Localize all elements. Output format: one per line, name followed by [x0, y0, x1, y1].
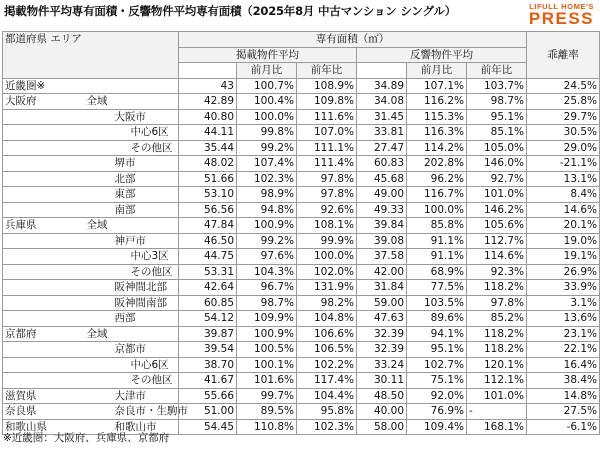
inquiry-yoy-cell: 118.2%	[467, 280, 527, 296]
area-table	[2, 31, 600, 435]
gap-cell: 26.9%	[527, 264, 600, 280]
listed-mom-cell: 101.6%	[237, 373, 297, 389]
listed-avg-cell: 39.87	[179, 326, 237, 342]
gap-cell: 14.8%	[527, 388, 600, 404]
inquiry-yoy-cell: 120.1%	[467, 357, 527, 373]
inquiry-yoy-cell: 97.8%	[467, 295, 527, 311]
inquiry-avg-cell: 58.00	[357, 419, 407, 435]
inquiry-yoy-cell: 105.6%	[467, 218, 527, 234]
table-row	[3, 156, 600, 172]
pref-cell	[3, 264, 59, 280]
gap-cell: 24.5%	[527, 78, 600, 94]
listed-yoy-cell: 98.2%	[297, 295, 357, 311]
inquiry-avg-cell: 40.00	[357, 404, 407, 420]
listed-yoy-cell: 111.4%	[297, 156, 357, 172]
inquiry-yoy-cell: 112.1%	[467, 373, 527, 389]
gap-cell: 19.1%	[527, 249, 600, 265]
listed-yoy-cell: 99.9%	[297, 233, 357, 249]
listed-mom-cell: 89.5%	[237, 404, 297, 420]
inquiry-header: 反響物件平均	[357, 47, 527, 63]
listed-avg-cell: 42.89	[179, 94, 237, 110]
gap-header: 乖離率	[527, 32, 600, 79]
inquiry-avg-cell: 34.08	[357, 94, 407, 110]
listed-mom-cell: 99.2%	[237, 140, 297, 156]
gap-cell: 22.1%	[527, 342, 600, 358]
inquiry-yoy-cell: 85.2%	[467, 311, 527, 327]
inquiry-mom-cell: 95.1%	[407, 342, 467, 358]
listed-mom-cell: 99.7%	[237, 388, 297, 404]
inquiry-avg-cell: 37.58	[357, 249, 407, 265]
pref-cell: 滋賀県	[3, 388, 59, 404]
listed-avg-cell: 54.12	[179, 311, 237, 327]
table-row	[3, 264, 600, 280]
inquiry-avg-cell: 48.50	[357, 388, 407, 404]
listed-mom-cell: 100.5%	[237, 342, 297, 358]
inquiry-avg-cell: 33.81	[357, 125, 407, 141]
area-cell: 京都市	[59, 342, 179, 358]
table-row	[3, 125, 600, 141]
listed-avg-cell: 48.02	[179, 156, 237, 172]
listed-avg-cell: 51.66	[179, 171, 237, 187]
inquiry-mom-cell: 94.1%	[407, 326, 467, 342]
listed-mom-cell: 109.9%	[237, 311, 297, 327]
inquiry-avg-cell: 59.00	[357, 295, 407, 311]
pref-cell	[3, 125, 59, 141]
table-row	[3, 373, 600, 389]
listed-yoy-cell: 102.2%	[297, 357, 357, 373]
table-row	[3, 295, 600, 311]
table-row	[3, 404, 600, 420]
pref-cell: 和歌山県	[3, 419, 59, 435]
area-cell: 北部	[59, 171, 179, 187]
listed-avg-subheader	[179, 63, 237, 79]
inquiry-avg-cell: 45.68	[357, 171, 407, 187]
area-cell: 東部	[59, 187, 179, 203]
brand-sub-text: LIFULL HOME'S	[529, 2, 594, 11]
table-row	[3, 249, 600, 265]
inquiry-avg-cell: 39.08	[357, 233, 407, 249]
gap-cell: 38.4%	[527, 373, 600, 389]
inquiry-yoy-cell: 118.2%	[467, 342, 527, 358]
listed-avg-cell: 51.00	[179, 404, 237, 420]
area-cell: その他区	[59, 373, 179, 389]
inquiry-mom-cell: 89.6%	[407, 311, 467, 327]
area-cell: 全域	[59, 218, 179, 234]
inquiry-avg-subheader	[357, 63, 407, 79]
listed-mom-cell: 110.8%	[237, 419, 297, 435]
inquiry-avg-cell: 33.24	[357, 357, 407, 373]
area-cell: その他区	[59, 264, 179, 280]
inquiry-mom-cell: 116.7%	[407, 187, 467, 203]
gap-cell: 23.1%	[527, 326, 600, 342]
listed-yoy-cell: 97.8%	[297, 171, 357, 187]
gap-cell: -21.1%	[527, 156, 600, 172]
pref-cell: 近畿圏※	[3, 78, 59, 94]
gap-cell: 16.4%	[527, 357, 600, 373]
inquiry-yoy-cell: 118.2%	[467, 326, 527, 342]
listed-avg-cell: 53.31	[179, 264, 237, 280]
gap-cell: 25.8%	[527, 94, 600, 110]
listed-avg-cell: 42.64	[179, 280, 237, 296]
listed-mom-header: 前月比	[237, 63, 297, 79]
listed-avg-cell: 43	[179, 78, 237, 94]
pref-cell	[3, 140, 59, 156]
gap-cell: 8.4%	[527, 187, 600, 203]
table-row	[3, 140, 600, 156]
listed-yoy-cell: 108.9%	[297, 78, 357, 94]
area-cell: 西部	[59, 311, 179, 327]
inquiry-mom-cell: 76.9%	[407, 404, 467, 420]
gap-cell: 20.1%	[527, 218, 600, 234]
inquiry-yoy-cell: -	[467, 404, 527, 420]
table-row	[3, 357, 600, 373]
listed-yoy-cell: 106.5%	[297, 342, 357, 358]
inquiry-mom-cell: 100.0%	[407, 202, 467, 218]
listed-yoy-header: 前年比	[297, 63, 357, 79]
area-cell: 大阪市	[59, 109, 179, 125]
table-row	[3, 94, 600, 110]
area-cell: 全域	[59, 94, 179, 110]
listed-avg-cell: 39.54	[179, 342, 237, 358]
inquiry-mom-cell: 116.3%	[407, 125, 467, 141]
listed-avg-cell: 47.84	[179, 218, 237, 234]
table-row	[3, 326, 600, 342]
listed-mom-cell: 100.4%	[237, 94, 297, 110]
area-cell: 中心6区	[59, 125, 179, 141]
area-cell: 奈良市・生駒市	[59, 404, 179, 420]
inquiry-yoy-cell: 101.0%	[467, 187, 527, 203]
area-cell: 神戸市	[59, 233, 179, 249]
inquiry-yoy-cell: 146.0%	[467, 156, 527, 172]
listed-yoy-cell: 111.6%	[297, 109, 357, 125]
pref-cell: 京都府	[3, 326, 59, 342]
gap-cell: 29.7%	[527, 109, 600, 125]
listed-avg-cell: 56.56	[179, 202, 237, 218]
area-cell: その他区	[59, 140, 179, 156]
inquiry-avg-cell: 49.00	[357, 187, 407, 203]
table-row	[3, 78, 600, 94]
table-row	[3, 171, 600, 187]
area-cell: 阪神間北部	[59, 280, 179, 296]
table-row	[3, 202, 600, 218]
gap-cell: 3.1%	[527, 295, 600, 311]
listed-avg-cell: 41.67	[179, 373, 237, 389]
pref-cell	[3, 373, 59, 389]
listed-mom-cell: 99.2%	[237, 233, 297, 249]
page-title: 掲載物件平均専有面積・反響物件平均専有面積（2025年8月 中古マンション シングル）	[4, 4, 457, 18]
listed-mom-cell: 100.7%	[237, 78, 297, 94]
inquiry-avg-cell: 49.33	[357, 202, 407, 218]
gap-cell: 29.0%	[527, 140, 600, 156]
listed-mom-cell: 100.9%	[237, 326, 297, 342]
region-header: 都道府県 エリア	[3, 32, 179, 79]
pref-cell	[3, 202, 59, 218]
listed-mom-cell: 100.1%	[237, 357, 297, 373]
pref-cell	[3, 171, 59, 187]
listed-avg-cell: 60.85	[179, 295, 237, 311]
listed-mom-cell: 100.0%	[237, 109, 297, 125]
pref-cell	[3, 249, 59, 265]
inquiry-yoy-cell: 85.1%	[467, 125, 527, 141]
pref-cell: 奈良県	[3, 404, 59, 420]
inquiry-mom-cell: 68.9%	[407, 264, 467, 280]
inquiry-yoy-cell: 92.3%	[467, 264, 527, 280]
inquiry-yoy-cell: 92.7%	[467, 171, 527, 187]
inquiry-yoy-cell: 95.1%	[467, 109, 527, 125]
listed-header: 掲載物件平均	[179, 47, 357, 63]
listed-yoy-cell: 104.8%	[297, 311, 357, 327]
listed-avg-cell: 38.70	[179, 357, 237, 373]
pref-cell: 兵庫県	[3, 218, 59, 234]
listed-yoy-cell: 102.0%	[297, 264, 357, 280]
pref-cell	[3, 187, 59, 203]
gap-cell: 13.6%	[527, 311, 600, 327]
inquiry-mom-cell: 92.0%	[407, 388, 467, 404]
group-header: 専有面積（㎡）	[179, 32, 527, 48]
listed-avg-cell: 55.66	[179, 388, 237, 404]
gap-cell: 13.1%	[527, 171, 600, 187]
inquiry-mom-cell: 91.1%	[407, 249, 467, 265]
listed-yoy-cell: 131.9%	[297, 280, 357, 296]
inquiry-avg-cell: 31.45	[357, 109, 407, 125]
listed-yoy-cell: 100.0%	[297, 249, 357, 265]
pref-cell	[3, 311, 59, 327]
pref-cell	[3, 156, 59, 172]
inquiry-yoy-cell: 146.2%	[467, 202, 527, 218]
inquiry-avg-cell: 32.39	[357, 342, 407, 358]
area-cell: 大津市	[59, 388, 179, 404]
listed-yoy-cell: 92.6%	[297, 202, 357, 218]
inquiry-mom-cell: 77.5%	[407, 280, 467, 296]
inquiry-mom-cell: 102.7%	[407, 357, 467, 373]
inquiry-avg-cell: 30.11	[357, 373, 407, 389]
gap-cell: 19.0%	[527, 233, 600, 249]
inquiry-mom-cell: 109.4%	[407, 419, 467, 435]
inquiry-mom-header: 前月比	[407, 63, 467, 79]
table-row	[3, 233, 600, 249]
table-row	[3, 388, 600, 404]
area-cell: 堺市	[59, 156, 179, 172]
inquiry-mom-cell: 96.2%	[407, 171, 467, 187]
inquiry-avg-cell: 27.47	[357, 140, 407, 156]
inquiry-avg-cell: 31.84	[357, 280, 407, 296]
listed-avg-cell: 46.50	[179, 233, 237, 249]
inquiry-yoy-cell: 112.7%	[467, 233, 527, 249]
listed-avg-cell: 44.11	[179, 125, 237, 141]
listed-avg-cell: 35.44	[179, 140, 237, 156]
table-row	[3, 109, 600, 125]
listed-mom-cell: 98.7%	[237, 295, 297, 311]
listed-yoy-cell: 102.3%	[297, 419, 357, 435]
listed-mom-cell: 94.8%	[237, 202, 297, 218]
inquiry-yoy-cell: 105.0%	[467, 140, 527, 156]
listed-yoy-cell: 104.4%	[297, 388, 357, 404]
area-cell: 阪神間南部	[59, 295, 179, 311]
inquiry-yoy-cell: 101.0%	[467, 388, 527, 404]
pref-cell	[3, 295, 59, 311]
brand-logo	[529, 2, 594, 26]
inquiry-yoy-cell: 168.1%	[467, 419, 527, 435]
listed-mom-cell: 107.4%	[237, 156, 297, 172]
listed-avg-cell: 53.10	[179, 187, 237, 203]
inquiry-mom-cell: 115.3%	[407, 109, 467, 125]
listed-mom-cell: 102.3%	[237, 171, 297, 187]
inquiry-mom-cell: 107.1%	[407, 78, 467, 94]
listed-yoy-cell: 95.8%	[297, 404, 357, 420]
inquiry-mom-cell: 85.8%	[407, 218, 467, 234]
inquiry-yoy-cell: 98.7%	[467, 94, 527, 110]
inquiry-avg-cell: 47.63	[357, 311, 407, 327]
inquiry-avg-cell: 60.83	[357, 156, 407, 172]
listed-mom-cell: 104.3%	[237, 264, 297, 280]
gap-cell: 30.5%	[527, 125, 600, 141]
gap-cell: 14.6%	[527, 202, 600, 218]
area-cell: 中心3区	[59, 249, 179, 265]
inquiry-mom-cell: 103.5%	[407, 295, 467, 311]
inquiry-mom-cell: 75.1%	[407, 373, 467, 389]
table-row	[3, 342, 600, 358]
inquiry-avg-cell: 42.00	[357, 264, 407, 280]
listed-mom-cell: 100.9%	[237, 218, 297, 234]
gap-cell: 33.9%	[527, 280, 600, 296]
area-cell: 全域	[59, 326, 179, 342]
listed-yoy-cell: 97.8%	[297, 187, 357, 203]
inquiry-yoy-header: 前年比	[467, 63, 527, 79]
gap-cell: -6.1%	[527, 419, 600, 435]
area-cell: 中心6区	[59, 357, 179, 373]
pref-cell	[3, 357, 59, 373]
table-row	[3, 187, 600, 203]
listed-yoy-cell: 108.1%	[297, 218, 357, 234]
footnote: ※近畿圏：大阪府、兵庫県、京都府	[3, 432, 170, 444]
inquiry-mom-cell: 116.2%	[407, 94, 467, 110]
listed-yoy-cell: 111.1%	[297, 140, 357, 156]
area-cell: 南部	[59, 202, 179, 218]
listed-yoy-cell: 107.0%	[297, 125, 357, 141]
listed-avg-cell: 44.75	[179, 249, 237, 265]
inquiry-avg-cell: 39.84	[357, 218, 407, 234]
pref-cell	[3, 280, 59, 296]
inquiry-yoy-cell: 114.6%	[467, 249, 527, 265]
pref-cell	[3, 109, 59, 125]
inquiry-mom-cell: 202.8%	[407, 156, 467, 172]
listed-mom-cell: 97.6%	[237, 249, 297, 265]
inquiry-yoy-cell: 103.7%	[467, 78, 527, 94]
brand-main-text: PRESS	[528, 9, 594, 28]
table-row	[3, 218, 600, 234]
inquiry-mom-cell: 114.2%	[407, 140, 467, 156]
listed-mom-cell: 99.8%	[237, 125, 297, 141]
area-cell	[59, 78, 179, 94]
listed-yoy-cell: 109.8%	[297, 94, 357, 110]
listed-avg-cell: 54.45	[179, 419, 237, 435]
area-cell: 和歌山市	[59, 419, 179, 435]
table-row	[3, 311, 600, 327]
inquiry-avg-cell: 32.39	[357, 326, 407, 342]
pref-cell: 大阪府	[3, 94, 59, 110]
gap-cell: 27.5%	[527, 404, 600, 420]
listed-yoy-cell: 106.6%	[297, 326, 357, 342]
listed-yoy-cell: 117.4%	[297, 373, 357, 389]
pref-cell	[3, 342, 59, 358]
inquiry-avg-cell: 34.89	[357, 78, 407, 94]
listed-mom-cell: 96.7%	[237, 280, 297, 296]
inquiry-mom-cell: 91.1%	[407, 233, 467, 249]
pref-cell	[3, 233, 59, 249]
listed-mom-cell: 98.9%	[237, 187, 297, 203]
listed-avg-cell: 40.80	[179, 109, 237, 125]
table-row	[3, 280, 600, 296]
